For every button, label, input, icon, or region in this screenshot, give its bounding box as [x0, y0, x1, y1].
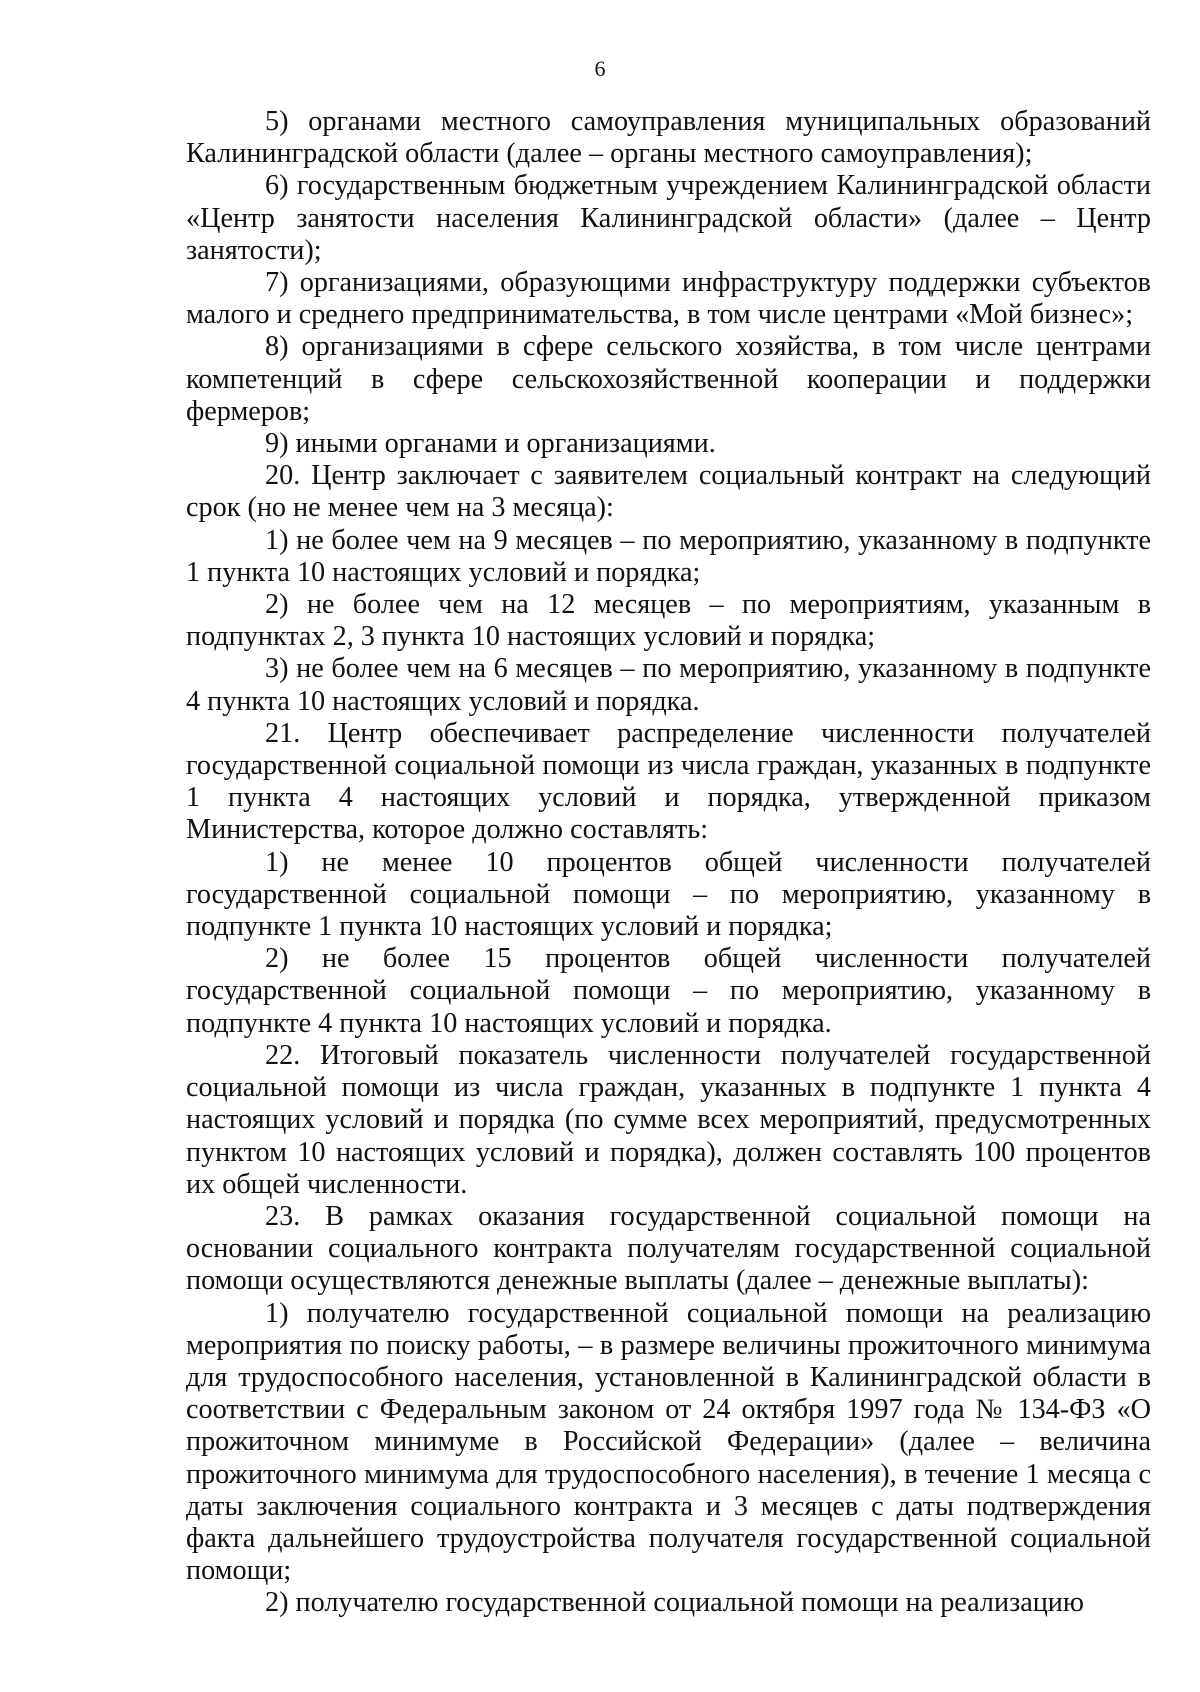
paragraph-20-item-2: 2) не более чем на 12 месяцев – по мероприятиям, указанным в подпунктах 2, 3 пункта 10 настоящих условий и порядка;: [186, 589, 1151, 653]
paragraph-20-contract-term: 20. Центр заключает с заявителем социальный контракт на следующий срок (но не менее чем на 3 месяца):: [186, 460, 1151, 524]
paragraph-22-total-indicator: 22. Итоговый показатель численности получателей государственной социальной помощи из числа граждан, указанных в подпункте 1 пункта 4 настоящих условий и порядка (по сумме всех мероприятий, предусмотренных пунктом 10 настоящих условий и порядка), должен составлять 100 процентов их общей численности.: [186, 1039, 1151, 1200]
paragraph-21-distribution: 21. Центр обеспечивает распределение численности получателей государственной социальной помощи из числа граждан, указанных в подпункте 1 пункта 4 настоящих условий и порядка, утвержденной приказом Министерства, которое должно составлять:: [186, 717, 1151, 846]
paragraph-20-item-1: 1) не более чем на 9 месяцев – по мероприятию, указанному в подпункте 1 пункта 10 настоящих условий и порядка;: [186, 524, 1151, 588]
paragraph-20-item-3: 3) не более чем на 6 месяцев – по мероприятию, указанному в подпункте 4 пункта 10 настоящих условий и порядка.: [186, 653, 1151, 717]
paragraph-23-payments: 23. В рамках оказания государственной социальной помощи на основании социального контракта получателям государственной социальной помощи осуществляются денежные выплаты (далее – денежные выплаты):: [186, 1200, 1151, 1297]
paragraph-9-other-bodies: 9) иными органами и организациями.: [265, 428, 716, 460]
paragraph-23-item-2: 2) получателю государственной социальной помощи на реализацию: [265, 1587, 1084, 1619]
paragraph-21-item-1: 1) не менее 10 процентов общей численности получателей государственной социальной помощи – по мероприятию, указанному в подпункте 1 пункта 10 настоящих условий и порядка;: [186, 846, 1151, 943]
paragraph-7-business-support: 7) организациями, образующими инфраструктуру поддержки субъектов малого и среднего предпринимательства, в том числе центрами «Мой бизнес»;: [186, 267, 1151, 331]
document-body: [186, 106, 1151, 1620]
paragraph-23-item-1: 1) получателю государственной социальной помощи на реализацию мероприятия по поиску работы, – в размере величины прожиточного минимума для трудоспособного населения, установленной в Калининградской области в соответствии с Федеральным законом от 24 октября 1997 года № 134-ФЗ «О прожиточном минимуме в Российской Федерации» (далее – величина прожиточного минимума для трудоспособного населения), в течение 1 месяца с даты заключения социального контракта и 3 месяцев с даты подтверждения факта дальнейшего трудоустройства получателя государственной социальной помощи;: [186, 1297, 1151, 1587]
paragraph-6-employment-center: 6) государственным бюджетным учреждением Калининградской области «Центр занятости населения Калининградской области» (далее – Центр занятости);: [186, 170, 1151, 266]
paragraph-8-agriculture: 8) организациями в сфере сельского хозяйства, в том числе центрами компетенций в сфере сельскохозяйственной кооперации и поддержки фермеров;: [186, 331, 1151, 427]
paragraph-21-item-2: 2) не более 15 процентов общей численности получателей государственной социальной помощи – по мероприятию, указанному в подпункте 4 пункта 10 настоящих условий и порядка.: [186, 943, 1151, 1039]
paragraph-5-local-authorities: 5) органами местного самоуправления муниципальных образований Калининградской области (далее – органы местного самоуправления);: [186, 106, 1151, 170]
page-number: 6: [594, 56, 606, 81]
